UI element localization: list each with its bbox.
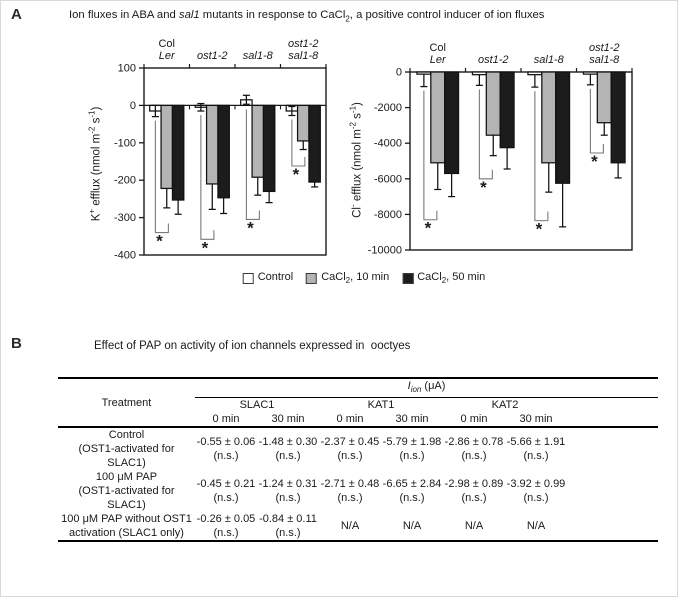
time-header: 0 min bbox=[443, 412, 505, 427]
value-cell bbox=[195, 427, 257, 470]
table-row-pap-no-ost1 bbox=[58, 512, 658, 541]
value-cell bbox=[319, 427, 381, 470]
bar bbox=[172, 105, 183, 200]
category-label: sal1-8 bbox=[242, 50, 273, 62]
time-header: 30 min bbox=[505, 412, 567, 427]
channel-header-kat1: KAT1 bbox=[367, 399, 395, 412]
ylabel-sup: + bbox=[87, 208, 97, 214]
value-cell bbox=[443, 427, 505, 470]
category-label: Ler bbox=[429, 54, 446, 66]
bar bbox=[263, 105, 274, 191]
cell-value: -2.86 ± 0.78 bbox=[444, 436, 504, 449]
ylabel-text: efflux (nmol m bbox=[90, 133, 103, 209]
category-label: ost1-2 bbox=[196, 50, 228, 62]
value-cell bbox=[257, 512, 319, 541]
chart-legend bbox=[243, 271, 486, 285]
y-tick-label: 0 bbox=[129, 99, 136, 112]
cell-note: (n.s.) bbox=[275, 450, 301, 463]
y-tick-label: 100 bbox=[117, 62, 136, 75]
panel-a-title bbox=[69, 9, 544, 23]
treatment-line: activation (SLAC1 only) bbox=[69, 527, 184, 540]
significance-asterisk: * bbox=[480, 177, 487, 197]
ion-unit: (μA) bbox=[421, 380, 446, 392]
bar bbox=[298, 105, 309, 141]
cell-value: N/A bbox=[464, 520, 484, 533]
cell-value: -1.48 ± 0.30 bbox=[258, 436, 318, 449]
value-cell bbox=[505, 427, 567, 470]
time-header: 30 min bbox=[381, 412, 443, 427]
significance-asterisk: * bbox=[292, 164, 300, 184]
y-tick-label: -2000 bbox=[373, 102, 402, 115]
legend-sub: 2 bbox=[345, 276, 351, 286]
treatment-line: (OST1-activated for SLAC1) bbox=[78, 443, 175, 470]
treatment-cell bbox=[58, 512, 195, 541]
cell-value: -0.26 ± 0.05 bbox=[196, 513, 256, 526]
category-label: ost1-2 bbox=[477, 54, 509, 66]
category-label: sal1-8 bbox=[589, 54, 620, 66]
value-cell bbox=[443, 512, 505, 541]
value-cell bbox=[319, 512, 381, 541]
category-label: Col bbox=[429, 42, 447, 54]
time-header: 0 min bbox=[195, 412, 257, 427]
category-label: Col bbox=[158, 38, 176, 50]
category-label: sal1-8 bbox=[288, 50, 319, 62]
ylabel-text: ) bbox=[351, 102, 364, 106]
treatment-line: (OST1-activated for SLAC1) bbox=[78, 485, 175, 512]
ylabel-text: s bbox=[90, 117, 103, 127]
value-cell bbox=[505, 512, 567, 541]
cell-value: N/A bbox=[402, 520, 422, 533]
value-cell bbox=[381, 470, 443, 512]
title-part: mutants in response to CaCl bbox=[199, 9, 346, 21]
cell-value: N/A bbox=[340, 520, 360, 533]
significance-asterisk: * bbox=[591, 151, 598, 171]
ylabel-sup: - bbox=[348, 204, 358, 208]
cell-note: (n.s.) bbox=[213, 492, 239, 505]
category-label: ost1-2 bbox=[287, 38, 319, 50]
title-gene-italic: sal1 bbox=[178, 9, 200, 21]
spacer-cell bbox=[567, 512, 658, 541]
treatment-cell bbox=[58, 470, 195, 512]
channel-header-kat2: KAT2 bbox=[491, 399, 519, 412]
ion-symbol: I bbox=[407, 380, 411, 392]
bar bbox=[431, 72, 445, 163]
channel-header-slac1: SLAC1 bbox=[239, 399, 275, 412]
bar bbox=[207, 105, 218, 184]
cell-note: (n.s.) bbox=[337, 450, 363, 463]
y-tick-label: -4000 bbox=[373, 137, 402, 150]
cell-note: (n.s.) bbox=[461, 492, 487, 505]
legend-item-cacl2-10min bbox=[306, 271, 389, 285]
cacl2-50min-swatch-icon bbox=[402, 273, 413, 284]
legend-item-cacl2-50min bbox=[402, 271, 485, 285]
spacer-cell bbox=[567, 412, 658, 427]
title-subscript: 2 bbox=[345, 14, 350, 24]
value-cell bbox=[381, 512, 443, 541]
ylabel-text: K bbox=[90, 213, 103, 222]
ylabel-text: efflux (nmol m bbox=[351, 129, 364, 205]
y-tick-label: -400 bbox=[113, 249, 136, 262]
bar bbox=[161, 105, 172, 188]
ylabel-sup: -2 bbox=[348, 122, 358, 130]
treatment-line: 100 μM PAP without OST1 bbox=[61, 513, 192, 526]
value-cell bbox=[505, 470, 567, 512]
ylabel-sup: -1 bbox=[348, 105, 358, 114]
value-cell bbox=[257, 470, 319, 512]
y-tick-label: 0 bbox=[395, 66, 402, 79]
spacer-cell bbox=[567, 470, 658, 512]
bar bbox=[556, 72, 570, 183]
ylabel-sup: -1 bbox=[87, 110, 97, 118]
ion-current-header bbox=[195, 378, 658, 398]
cell-note: (n.s.) bbox=[461, 450, 487, 463]
cell-note: (n.s.) bbox=[213, 527, 239, 540]
table-row-ion-header bbox=[58, 378, 658, 398]
cell-value: -3.92 ± 0.99 bbox=[506, 478, 566, 491]
bar bbox=[611, 72, 625, 163]
legend-sub: 2 bbox=[441, 276, 447, 286]
bar bbox=[417, 72, 431, 74]
significance-asterisk: * bbox=[535, 219, 543, 239]
cell-value: -1.24 ± 0.31 bbox=[258, 478, 318, 491]
value-cell bbox=[319, 470, 381, 512]
treatment-line: Control bbox=[108, 429, 145, 442]
cl-efflux-bar-chart bbox=[352, 34, 642, 270]
spacer-cell bbox=[567, 427, 658, 470]
cell-value: -0.84 ± 0.11 bbox=[259, 513, 317, 526]
bar bbox=[445, 72, 459, 173]
bar bbox=[252, 105, 263, 177]
bar bbox=[472, 72, 486, 75]
panel-b-title: Effect of PAP on activity of ion channels expressed in ooctyes bbox=[94, 340, 411, 352]
k-efflux-bar-chart bbox=[100, 34, 340, 270]
legend-text: , 50 min bbox=[446, 271, 486, 283]
y-tick-label: -300 bbox=[113, 212, 136, 225]
bar bbox=[500, 72, 514, 148]
legend-label bbox=[321, 271, 389, 285]
ion-subscript: ion bbox=[410, 385, 422, 395]
cell-note: (n.s.) bbox=[399, 492, 425, 505]
panel-a-label: A bbox=[11, 6, 22, 23]
legend-label bbox=[258, 271, 293, 285]
control-swatch-icon bbox=[243, 273, 254, 284]
value-cell bbox=[443, 470, 505, 512]
cell-value: -2.71 ± 0.48 bbox=[320, 478, 380, 491]
significance-asterisk: * bbox=[424, 218, 432, 238]
cell-value: -0.45 ± 0.21 bbox=[196, 478, 256, 491]
legend-text: , 10 min bbox=[350, 271, 390, 283]
treatment-line: 100 μM PAP bbox=[95, 471, 158, 484]
table-row-pap bbox=[58, 470, 658, 512]
y-tick-label: -8000 bbox=[373, 208, 402, 221]
cell-note: (n.s.) bbox=[275, 527, 301, 540]
bar bbox=[542, 72, 556, 163]
panel-b-label: B bbox=[11, 335, 22, 352]
time-header: 30 min bbox=[257, 412, 319, 427]
ylabel-text: ) bbox=[90, 106, 103, 111]
cell-value: -5.79 ± 1.98 bbox=[382, 436, 442, 449]
bar bbox=[309, 105, 320, 182]
significance-asterisk: * bbox=[156, 231, 163, 251]
legend-item-control bbox=[243, 271, 293, 285]
bar bbox=[583, 72, 597, 74]
cell-value: -5.66 ± 1.91 bbox=[506, 436, 566, 449]
value-cell bbox=[381, 427, 443, 470]
ion-channel-activity-table bbox=[58, 377, 658, 542]
cacl2-10min-swatch-icon bbox=[306, 273, 317, 284]
y-tick-label: -100 bbox=[113, 137, 136, 150]
significance-asterisk: * bbox=[201, 238, 209, 258]
cell-value: -6.65 ± 2.84 bbox=[382, 478, 442, 491]
cell-value: -2.37 ± 0.45 bbox=[320, 436, 380, 449]
value-cell bbox=[195, 512, 257, 541]
significance-asterisk: * bbox=[247, 218, 254, 238]
cell-note: (n.s.) bbox=[399, 450, 425, 463]
cell-value: N/A bbox=[526, 520, 546, 533]
cell-note: (n.s.) bbox=[337, 492, 363, 505]
treatment-cell bbox=[58, 427, 195, 470]
time-header: 0 min bbox=[319, 412, 381, 427]
title-part: Ion fluxes in ABA and bbox=[69, 9, 179, 21]
bar bbox=[218, 105, 229, 197]
value-cell bbox=[195, 470, 257, 512]
bar bbox=[486, 72, 500, 135]
treatment-column-header: Treatment bbox=[58, 378, 195, 427]
category-label: Ler bbox=[158, 50, 175, 62]
cell-value: -2.98 ± 0.89 bbox=[444, 478, 504, 491]
legend-text: CaCl bbox=[321, 271, 346, 283]
ylabel-text: Cl bbox=[351, 207, 364, 218]
cell-note: (n.s.) bbox=[275, 492, 301, 505]
cell-value: -0.55 ± 0.06 bbox=[196, 436, 256, 449]
legend-text: Control bbox=[257, 271, 294, 283]
category-label: ost1-2 bbox=[588, 42, 620, 54]
ylabel-text: s bbox=[351, 113, 364, 123]
y-tick-label: -10000 bbox=[367, 244, 402, 257]
cell-note: (n.s.) bbox=[523, 492, 549, 505]
bar bbox=[528, 72, 542, 75]
y-tick-label: -200 bbox=[113, 174, 136, 187]
table-row-control bbox=[58, 427, 658, 470]
spacer-cell bbox=[567, 398, 658, 413]
bar bbox=[597, 72, 611, 123]
y-tick-label: -6000 bbox=[373, 173, 402, 186]
title-part: , a positive control inducer of ion fluxes bbox=[349, 9, 545, 21]
cell-note: (n.s.) bbox=[523, 450, 549, 463]
legend-text: CaCl bbox=[417, 271, 442, 283]
cell-note: (n.s.) bbox=[213, 450, 239, 463]
category-label: sal1-8 bbox=[533, 54, 564, 66]
ylabel-sup: -2 bbox=[87, 126, 97, 134]
value-cell bbox=[257, 427, 319, 470]
legend-label bbox=[417, 271, 485, 285]
